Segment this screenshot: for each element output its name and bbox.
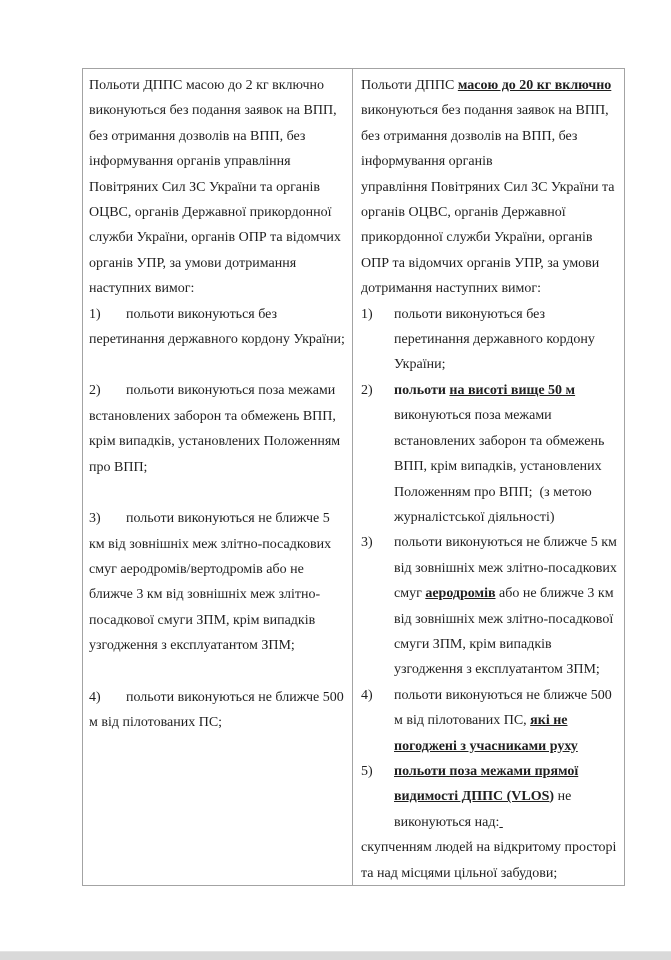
text-segment: польоти поза межами прямої видимості ДППС (VLOS: [394, 763, 579, 805]
item-number: 4): [89, 689, 101, 705]
outro-paragraph: [361, 835, 620, 885]
item-number: 2): [89, 383, 101, 399]
page-bottom-edge: [0, 951, 671, 960]
text-segment: не виконуються над:: [394, 789, 572, 830]
list-item-1: [89, 302, 346, 353]
item-text: [89, 383, 340, 474]
text-segment: польоти виконуються не ближче 500 м від пілотованих ПС,: [394, 687, 612, 729]
list-item-4: [361, 683, 620, 759]
rules-list: [361, 302, 620, 836]
list-item-1: [361, 302, 620, 378]
text-segment: масою до 20 кг включно: [457, 78, 612, 93]
text-segment: виконуються без подання заявок на ВПП, без отримання дозволів на ВПП, без інформування органів: [361, 103, 609, 170]
item-text: [89, 690, 344, 730]
item-number: 5): [361, 763, 373, 779]
item-number: 1): [361, 306, 373, 322]
text-segment: скупченням людей на відкритому просторі та над місцями цільної забудови;: [361, 840, 617, 881]
list-item-3: [361, 530, 620, 682]
text-segment: Польоти ДППС масою до 2 кг включно виконуються без подання заявок на ВПП, без отримання дозволів на ВПП, без інформування органів управління Повітряних Сил ЗС України та органів ОЦВС, органів Державної прикордонної служби України, органів ОПР та відомчих органів УПР, за умови дотримання наступних вимог:: [89, 78, 341, 297]
text-segment: управління Повітряних Сил ЗС України та органів ОЦВС, органів Державної прикордонної служби України, органів ОПР та відомчих органів УПР, за умови дотримання наступних вимог:: [361, 179, 615, 297]
item-text: [394, 383, 604, 525]
list-item-3: [89, 506, 346, 658]
text-segment: які не погоджені з учасниками руху: [394, 713, 578, 754]
item-text: [89, 511, 331, 653]
item-text: [394, 688, 612, 754]
item-number: 2): [361, 382, 373, 398]
item-text: [394, 535, 617, 677]
column-flights-up-to-2kg: [83, 69, 353, 885]
text-segment: [499, 815, 503, 830]
intro-paragraph: [89, 73, 346, 302]
item-number: 1): [89, 306, 101, 322]
comparison-table: [82, 68, 625, 886]
text-segment: ): [549, 789, 555, 805]
text-segment: Польоти ДППС: [361, 78, 458, 93]
text-segment: польоти виконуються не ближче 5 км від зовнішніх меж злітно-посадкових смуг: [394, 535, 617, 602]
text-segment: польоти: [394, 382, 450, 398]
rules-list: [89, 302, 346, 736]
text-segment: польоти виконуються без перетинання державного кордону України;: [394, 306, 595, 373]
item-number: 3): [361, 535, 373, 551]
item-text: [394, 764, 578, 830]
intro-paragraph: [361, 73, 620, 302]
text-segment: польоти виконуються без перетинання державного кордону України;: [89, 306, 345, 348]
text-segment: польоти виконуються не ближче 500 м від пілотованих ПС;: [89, 689, 344, 730]
column-flights-up-to-20kg: [353, 69, 624, 885]
item-text: [394, 307, 595, 373]
text-segment: аеродромів: [425, 586, 496, 602]
item-text: [89, 307, 345, 347]
item-number: 4): [361, 687, 373, 703]
list-item-2: [89, 378, 346, 480]
list-item-5: [361, 759, 620, 835]
text-segment: або не ближче 3 км від зовнішніх меж злітно-посадкової смуги ЗПМ, крім випадків узгодження з експлуатантом ЗПМ;: [394, 586, 614, 678]
item-number: 3): [89, 511, 101, 527]
text-segment: на висоті вище 50 м: [449, 382, 576, 398]
text-segment: польоти виконуються поза межами встановлених заборон та обмежень ВПП, крім випадків, установлених Положенням про ВПП;: [89, 383, 341, 475]
text-segment: польоти виконуються не ближче 5 км від зовнішніх меж злітно-посадкових смуг аеродромів/вертодромів або не ближче 3 км від зовнішніх меж злітно-посадкової смуги ЗПМ, крім випадків узгодження з експлуатантом ЗПМ;: [89, 511, 332, 654]
list-item-2: [361, 378, 620, 530]
text-segment: виконуються поза межами встановлених заборон та обмежень ВПП, крім випадків, установлених Положенням про ВПП; (з метою журналістської діяльності): [394, 408, 605, 525]
list-item-4: [89, 685, 346, 736]
